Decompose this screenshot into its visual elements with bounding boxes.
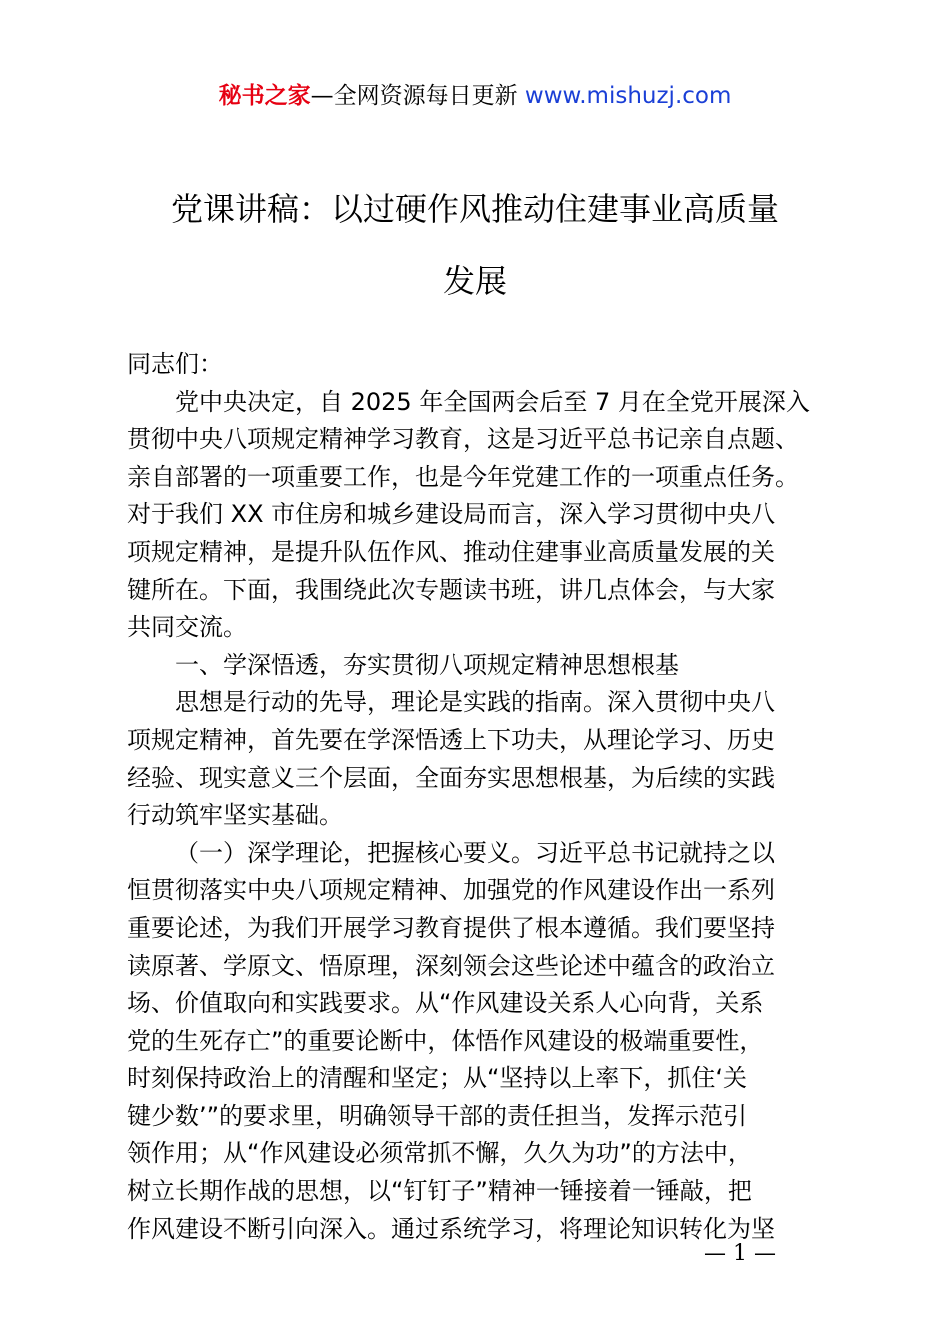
title-line-2: 发展 [442, 262, 507, 300]
subsection-line: （一）深学理论，把握核心要义。习近平总书记就持之以 [175, 838, 775, 867]
section-heading: 一、学深悟透，夯实贯彻八项规定精神思想根基 [175, 650, 679, 679]
paragraph-line: 读原著、学原文、悟原理，深刻领会这些论述中蕴含的政治立 [127, 951, 775, 980]
paragraph-line: 时刻保持政治上的清醒和坚定；从“坚持以上率下，抓住‘关 [127, 1064, 748, 1093]
site-header [0, 80, 950, 112]
paragraph-line: 重要论述，为我们开展学习教育提供了根本遵循。我们要坚持 [127, 913, 775, 942]
paragraph-line: 亲自部署的一项重要工作，也是今年党建工作的一项重点任务。 [127, 462, 799, 491]
paragraph-line: 贯彻中央八项规定精神学习教育，这是习近平总书记亲自点题、 [127, 425, 799, 454]
paragraph-line: 键所在。下面，我围绕此次专题读书班，讲几点体会，与大家 [127, 575, 775, 604]
paragraph-line: 党中央决定，自 2025 年全国两会后至 7 月在全党开展深入 [175, 387, 810, 416]
salutation: 同志们： [127, 350, 223, 378]
document-title [0, 182, 950, 309]
paragraph-line: 场、价值取向和实践要求。从“作风建设关系人心向背，关系 [127, 989, 764, 1018]
paragraph-line: 项规定精神，首先要在学深悟透上下功夫，从理论学习、历史 [127, 725, 775, 754]
page-number: — 1 — [704, 1241, 776, 1266]
paragraph-line: 经验、现实意义三个层面，全面夯实思想根基，为后续的实践 [127, 763, 775, 792]
brand-name: 秘书之家 [218, 83, 311, 109]
paragraph-line: 领作用；从“作风建设必须常抓不懈，久久为功”的方法中， [127, 1139, 752, 1168]
paragraph-line: 行动筑牢坚实基础。 [127, 801, 343, 830]
paragraph-line: 思想是行动的先导，理论是实践的指南。深入贯彻中央八 [175, 688, 775, 717]
header-tagline: —全网资源每日更新 [310, 83, 518, 109]
paragraph-line: 项规定精神，是提升队伍作风、推动住建事业高质量发展的关 [127, 537, 775, 566]
paragraph-line: 树立长期作战的思想，以“钉钉子”精神一锤接着一锤敲，把 [127, 1177, 752, 1206]
paragraph-line: 恒贯彻落实中央八项规定精神、加强党的作风建设作出一系列 [127, 876, 775, 905]
paragraph-line: 党的生死存亡”的重要论断中，体悟作风建设的极端重要性， [127, 1026, 764, 1055]
paragraph-line: 对于我们 XX 市住房和城乡建设局而言，深入学习贯彻中央八 [127, 500, 776, 529]
title-line-1: 党课讲稿：以过硬作风推动住建事业高质量 [170, 190, 779, 228]
paragraph-line: 作风建设不断引向深入。通过系统学习，将理论知识转化为坚 [127, 1214, 775, 1243]
site-url-link[interactable]: www.mishuzj.com [524, 83, 732, 109]
paragraph-line: 键少数’”的要求里，明确领导干部的责任担当，发挥示范引 [127, 1101, 748, 1130]
document-body [127, 346, 832, 1248]
paragraph-line: 共同交流。 [127, 613, 247, 642]
